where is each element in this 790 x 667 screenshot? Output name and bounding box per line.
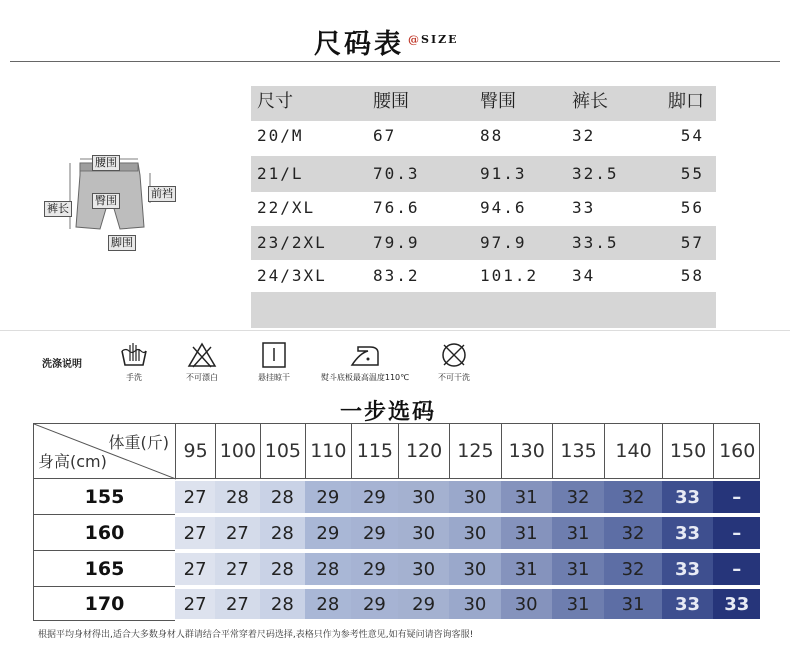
cell-size: 20/M [257,126,304,145]
cell-leg-opening: 54 [680,126,704,145]
weight-header-150: 150 [662,423,714,479]
cell-leg-opening: 56 [680,198,704,217]
washing-title: 洗涤说明 [42,359,82,370]
height-axis-label: 身高(cm) [38,452,107,471]
weight-header-95: 95 [175,423,215,479]
size-cell: 31 [501,517,552,549]
size-cell: 27 [215,517,259,549]
size-label: SIZE [421,33,459,46]
cell-hip: 94.6 [480,198,527,217]
hand-wash-icon [119,341,149,369]
height-row-label-155: 155 [33,479,175,515]
size-cell: 29 [305,481,350,513]
leg-opening-label: 脚围 [108,235,136,251]
table-row [251,260,716,292]
weight-header-125: 125 [449,423,501,479]
wash-label: 悬挂晾干 [258,373,290,382]
weight-header-120: 120 [398,423,449,479]
size-cell: 33 [662,553,714,585]
weight-header-105: 105 [260,423,305,479]
header-divider [10,61,780,62]
no-bleach-icon [187,341,217,369]
wash-label: 手洗 [126,373,142,382]
table-row [251,156,716,192]
size-cell: 28 [305,589,350,619]
wash-label: 熨斗底板最高温度110℃ [320,373,410,382]
size-cell: 28 [260,553,305,585]
weight-header-140: 140 [604,423,661,479]
quick-pick-corner [33,423,175,479]
table-row [251,121,716,156]
weight-header-115: 115 [351,423,399,479]
iron-icon [348,341,382,369]
size-cell: – [713,481,760,513]
quick-pick-table [33,423,760,621]
size-cell: 28 [215,481,259,513]
size-cell: 31 [552,589,605,619]
footnote: 根据平均身材得出,适合大多数身材人群请结合平常穿着尺码选择,表格只作为参考性意见,如有疑问请咨询客服! [38,630,474,640]
cell-size: 22/XL [257,198,316,217]
size-cell: 28 [260,589,305,619]
size-cell: 32 [604,517,661,549]
wash-label: 不可漂白 [186,373,218,382]
no-tumble-dry-icon [439,341,469,369]
cell-hip: 88 [480,126,504,145]
weight-header-110: 110 [305,423,350,479]
height-row-label-165: 165 [33,551,175,587]
size-cell: 30 [398,517,449,549]
size-cell: 29 [351,481,399,513]
weight-header-130: 130 [501,423,552,479]
wash-item [252,341,296,383]
size-table [251,86,716,328]
size-cell: 29 [398,589,449,619]
size-cell: – [713,553,760,585]
size-cell: – [713,517,760,549]
cell-length: 33.5 [572,233,619,252]
quick-pick-title: 一步选码 [340,400,437,425]
size-cell: 31 [501,481,552,513]
size-cell: 33 [662,589,714,619]
hip-label: 臀围 [92,193,120,209]
waist-label: 腰围 [92,155,120,171]
cell-length: 32 [572,126,596,145]
size-cell: 31 [552,553,605,585]
page-subtitle [408,33,459,46]
cell-hip: 97.9 [480,233,527,252]
weight-header-135: 135 [552,423,605,479]
cell-waist: 76.6 [373,198,420,217]
cell-size: 21/L [257,164,304,183]
cell-size: 23/2XL [257,233,327,252]
size-cell: 27 [175,589,215,619]
size-cell: 32 [604,481,661,513]
size-cell: 29 [305,517,350,549]
front-rise-label: 前裆 [148,186,176,202]
size-cell: 30 [449,589,501,619]
hang-dry-icon [259,341,289,369]
size-cell: 27 [175,481,215,513]
weight-header-100: 100 [215,423,259,479]
cell-waist: 67 [373,126,397,145]
size-cell: 33 [662,481,714,513]
weight-axis-label: 体重(斤) [108,433,169,452]
size-cell: 29 [351,589,399,619]
height-row-label-170: 170 [33,587,175,621]
size-cell: 33 [662,517,714,549]
size-cell: 28 [260,481,305,513]
page-title: 尺码表 [314,29,404,60]
header-length: 裤长 [572,91,608,112]
cell-hip: 91.3 [480,164,527,183]
size-cell: 30 [449,553,501,585]
size-cell: 30 [449,481,501,513]
size-cell: 30 [398,481,449,513]
cell-length: 32.5 [572,164,619,183]
table-row-empty [251,292,716,328]
wash-item [180,341,224,383]
section-divider [0,330,790,331]
length-label: 裤长 [44,201,72,217]
cell-leg-opening: 55 [680,164,704,183]
cell-waist: 79.9 [373,233,420,252]
wash-item [432,341,476,383]
cell-leg-opening: 58 [680,266,704,285]
cell-leg-opening: 57 [680,233,704,252]
table-row [251,192,716,226]
wash-item [310,341,420,383]
size-cell: 30 [449,517,501,549]
size-cell: 30 [501,589,552,619]
size-cell: 30 [398,553,449,585]
size-cell: 32 [552,481,605,513]
size-cell: 27 [215,589,259,619]
header-hip: 臀围 [480,91,516,112]
size-cell: 32 [604,553,661,585]
size-cell: 28 [305,553,350,585]
weight-header-160: 160 [713,423,760,479]
shorts-diagram [40,155,180,255]
header-size: 尺寸 [257,91,293,112]
washing-instructions [0,333,790,393]
size-cell: 31 [552,517,605,549]
cell-hip: 101.2 [480,266,539,285]
cell-size: 24/3XL [257,266,327,285]
header [0,0,790,62]
cell-length: 34 [572,266,596,285]
cell-waist: 70.3 [373,164,420,183]
size-cell: 28 [260,517,305,549]
cell-length: 33 [572,198,596,217]
size-cell: 27 [175,517,215,549]
table-row [251,226,716,260]
size-cell: 31 [501,553,552,585]
size-table-header [251,86,716,121]
height-row-label-160: 160 [33,515,175,551]
size-cell: 29 [351,553,399,585]
size-cell: 31 [604,589,661,619]
header-leg-opening: 脚口 [668,91,704,112]
wash-item [118,341,150,383]
header-waist: 腰围 [373,91,409,112]
at-sign: @ [408,33,421,46]
size-cell: 27 [175,553,215,585]
cell-waist: 83.2 [373,266,420,285]
wash-label: 不可干洗 [438,373,470,382]
size-cell: 29 [351,517,399,549]
size-cell: 33 [713,589,760,619]
size-cell: 27 [215,553,259,585]
